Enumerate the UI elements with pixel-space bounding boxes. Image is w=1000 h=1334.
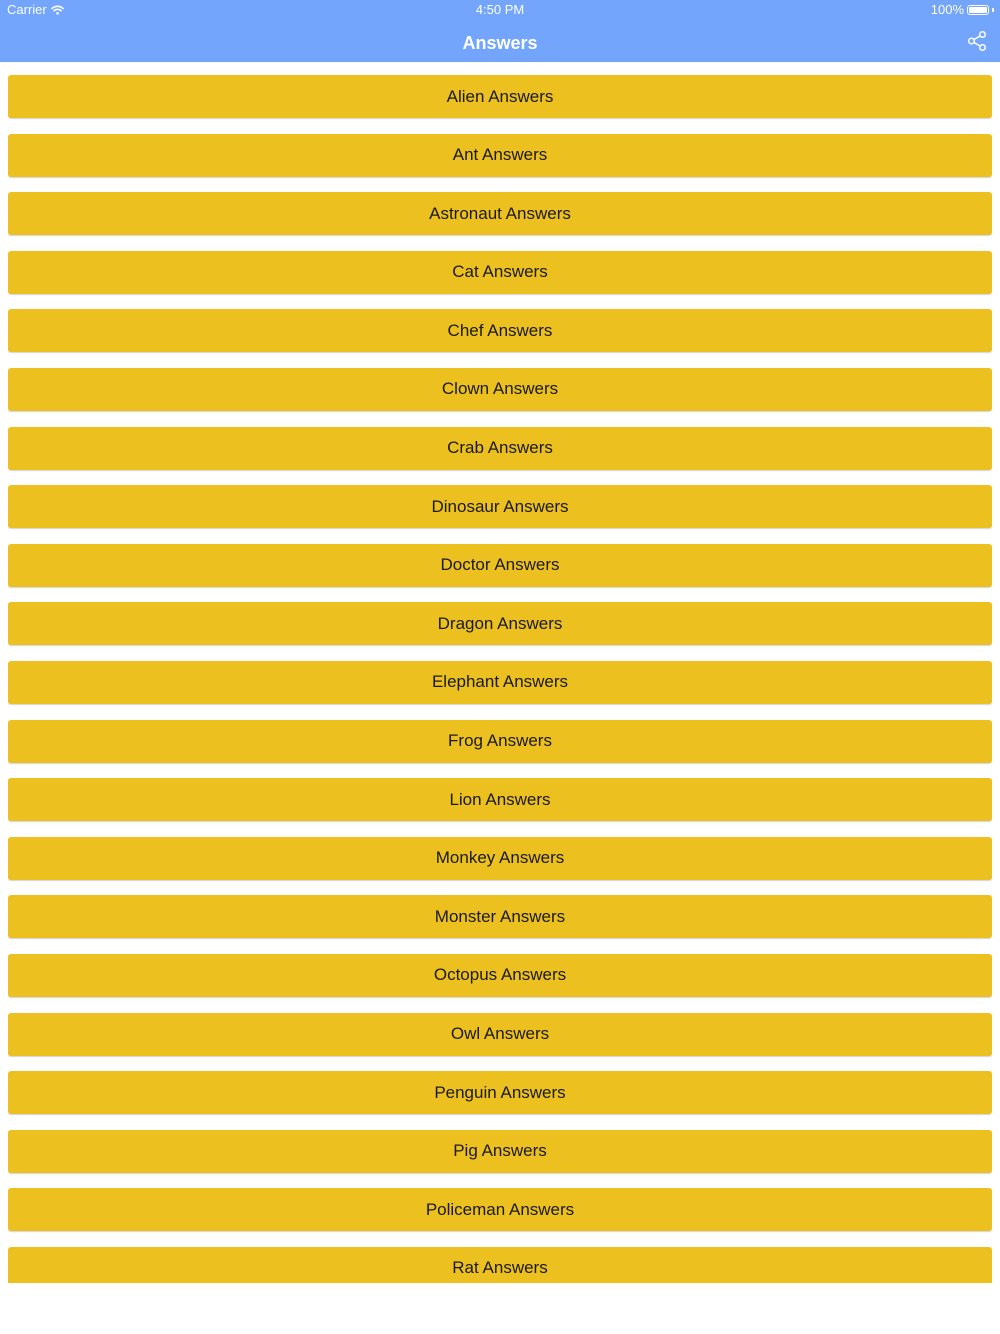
answer-button[interactable]: Policeman Answers bbox=[8, 1188, 992, 1231]
answer-button[interactable]: Ant Answers bbox=[8, 134, 992, 177]
answer-button[interactable]: Lion Answers bbox=[8, 778, 992, 821]
answer-button[interactable]: Cat Answers bbox=[8, 251, 992, 294]
answer-button[interactable]: Dinosaur Answers bbox=[8, 485, 992, 528]
answer-button[interactable]: Rat Answers bbox=[8, 1247, 992, 1283]
answer-button[interactable]: Octopus Answers bbox=[8, 954, 992, 997]
battery-icon bbox=[967, 5, 989, 15]
answer-button[interactable]: Frog Answers bbox=[8, 720, 992, 763]
answer-button[interactable]: Alien Answers bbox=[8, 75, 992, 118]
answer-button[interactable]: Monster Answers bbox=[8, 895, 992, 938]
answer-button[interactable]: Elephant Answers bbox=[8, 661, 992, 704]
answer-button[interactable]: Clown Answers bbox=[8, 368, 992, 411]
carrier-label: Carrier bbox=[7, 2, 47, 17]
answer-button[interactable]: Crab Answers bbox=[8, 427, 992, 470]
answer-button[interactable]: Dragon Answers bbox=[8, 602, 992, 645]
answer-button[interactable]: Chef Answers bbox=[8, 309, 992, 352]
battery-cap bbox=[992, 8, 994, 12]
answers-list bbox=[8, 75, 992, 1283]
answer-button[interactable]: Penguin Answers bbox=[8, 1071, 992, 1114]
navigation-bar bbox=[0, 0, 1000, 62]
page-title: Answers bbox=[462, 33, 538, 53]
battery-label: 100% bbox=[930, 2, 964, 17]
answer-button[interactable]: Astronaut Answers bbox=[8, 192, 992, 235]
status-battery bbox=[931, 2, 994, 17]
share-icon[interactable] bbox=[966, 30, 988, 52]
answer-button[interactable]: Owl Answers bbox=[8, 1013, 992, 1056]
answer-button[interactable]: Monkey Answers bbox=[8, 837, 992, 880]
status-time: 4:50 PM bbox=[475, 2, 525, 17]
answer-button[interactable]: Pig Answers bbox=[8, 1130, 992, 1173]
answer-button[interactable]: Doctor Answers bbox=[8, 544, 992, 587]
